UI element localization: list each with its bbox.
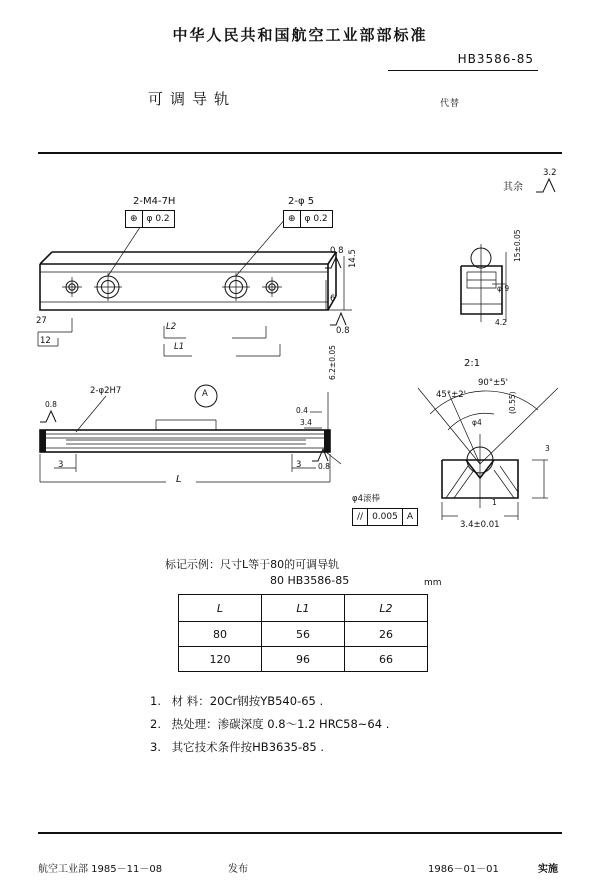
footer-divider [38, 832, 562, 834]
rough-08-front: 0.8 [45, 400, 57, 409]
dim-1-detail: 1 [492, 498, 497, 507]
col-header-L2: L2 [345, 595, 428, 622]
tolerance-frame-right [283, 210, 333, 228]
dim-L1: L1 [174, 342, 185, 352]
note-item [150, 690, 389, 713]
footer-issue-label: 发布 [228, 864, 248, 875]
marking-example-line1: 标记示例：尺寸L等于80的可调导轨 [165, 558, 340, 571]
rough-08-front2: 0.8 [318, 462, 330, 471]
replace-label: 代替 [439, 99, 460, 109]
table-row [179, 647, 428, 672]
side-view-dims [470, 248, 530, 338]
tol-sym-position-left: ⊕ [126, 211, 143, 227]
dim-34-001: 3.4±0.01 [460, 520, 500, 530]
unit-label: mm [424, 578, 442, 588]
dim-055: (0.55) [508, 391, 517, 414]
note-number: 3. [150, 740, 161, 754]
note-number: 1. [150, 694, 161, 708]
flatness-value: 0.005 [368, 509, 403, 525]
footer-effective-date: 1986－01－01 [428, 864, 499, 875]
notes-list [150, 690, 389, 759]
dim-phi9: φ 9 [497, 284, 510, 293]
dim-6: 6 [330, 294, 336, 304]
flatness-symbol: // [353, 509, 368, 525]
standard-number: HB3586-85 [457, 52, 534, 66]
standard-underline [388, 70, 538, 71]
page-title: 中华人民共和国航空工业部部标准 [172, 26, 428, 44]
dim-4-2: 4.2 [495, 318, 507, 327]
footer-issuer: 航空工业部 1985－11－08 [38, 864, 163, 875]
dim-12: 12 [40, 336, 51, 346]
callout-2m4-7h: 2-M4-7H [133, 196, 176, 207]
note-text: 其它技术条件按HB3635-85 . [171, 740, 325, 754]
dim-L: L [176, 474, 182, 485]
footer-effective-label: 实施 [538, 864, 558, 875]
detail-marker-label: A [202, 389, 208, 399]
dim-3-left: 3 [58, 460, 64, 470]
dim-3-detail: 3 [545, 444, 550, 453]
callout-2phi2h7: 2-φ2H7 [90, 386, 122, 396]
table-row [179, 622, 428, 647]
detail-view [408, 374, 588, 534]
callout-2phi5: 2-φ 5 [288, 196, 315, 207]
table-header-row [179, 595, 428, 622]
note-item [150, 713, 389, 736]
dim-27: 27 [36, 316, 47, 326]
dimension-table [178, 594, 428, 672]
flatness-datum: A [406, 512, 414, 522]
note-text: 热处理：渗碳深度 0.8～1.2 HRC58~64 . [171, 717, 390, 731]
dim-04: 0.4 [296, 406, 308, 415]
cell-L: 120 [179, 647, 262, 672]
tol-val-left: φ 0.2 [146, 214, 170, 224]
dim-phi4: φ4 [472, 418, 482, 427]
dim-62: 6.2±0.05 [328, 345, 337, 380]
cell-L1: 96 [262, 647, 345, 672]
dim-15: 15±0.05 [513, 229, 522, 262]
dim-3-right: 3 [296, 460, 302, 470]
tol-val-right: φ 0.2 [304, 214, 328, 224]
surface-other-value: 3.2 [543, 168, 557, 178]
col-header-L: L [179, 595, 262, 622]
col-header-L1: L1 [262, 595, 345, 622]
detail-scale: 2:1 [464, 358, 481, 369]
cell-L2: 66 [345, 647, 428, 672]
rough-08-top2: 0.8 [336, 326, 350, 336]
document-name: 可调导轨 [148, 90, 237, 108]
angle-45: 45°±2' [436, 390, 466, 400]
tolerance-frame-left [125, 210, 175, 228]
dim-14-5: 14.5 [348, 249, 358, 268]
note-number: 2. [150, 717, 161, 731]
surface-finish-symbol [536, 178, 562, 194]
cell-L1: 56 [262, 622, 345, 647]
note-item [150, 736, 389, 759]
note-text: 材 料：20Cr钢按YB540-65 . [171, 694, 324, 708]
tol-sym-position-right: ⊕ [284, 211, 301, 227]
dim-34: 3.4 [300, 418, 312, 427]
cell-L2: 26 [345, 622, 428, 647]
header-divider [38, 152, 562, 154]
cell-L: 80 [179, 622, 262, 647]
marking-example-line2: 80 HB3586-85 [270, 574, 350, 587]
dim-L2: L2 [166, 322, 177, 332]
surface-other-label: 其余 [503, 182, 523, 193]
rough-08-top: 0.8 [330, 246, 344, 256]
angle-90: 90°±5' [478, 378, 508, 388]
front-view-length-dims [36, 452, 336, 492]
top-view-length-dims [36, 310, 336, 360]
datum-note: φ4滚棒 [352, 494, 381, 504]
